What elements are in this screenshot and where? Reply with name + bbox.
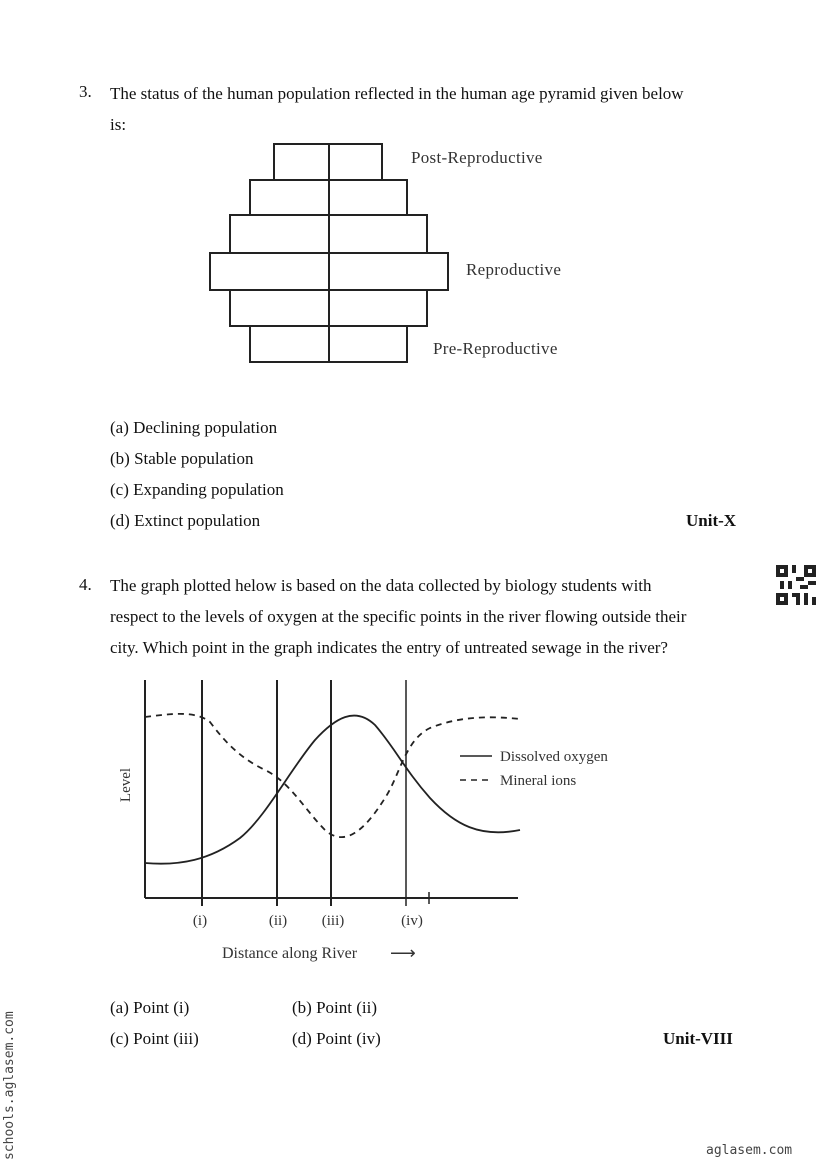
- legend-dissolved-oxygen: Dissolved oxygen: [500, 749, 608, 765]
- qr-code: [776, 565, 816, 605]
- q3-option-a: (a) Declining population: [110, 418, 278, 437]
- q4-line2: respect to the levels of oxygen at the specific points in the river flowing outside their: [110, 607, 687, 626]
- q4-option-c: (c) Point (iii): [110, 1029, 199, 1048]
- footer-watermark: aglasem.com: [706, 1143, 793, 1158]
- q3-line1: The status of the human population reflected in the human age pyramid given below: [110, 84, 684, 103]
- q4-line1: The graph plotted helow is based on the data collected by biology students with: [110, 576, 652, 595]
- label-reproductive: Reproductive: [466, 260, 562, 279]
- point-label-iii: (iii): [321, 913, 345, 929]
- q3-unit: Unit-X: [686, 511, 737, 530]
- label-pre-reproductive: Pre-Reproductive: [433, 339, 558, 358]
- q4-option-d: (d) Point (iv): [292, 1029, 381, 1048]
- legend-mineral-ions: Mineral ions: [500, 773, 577, 789]
- label-post-reproductive: Post-Reproductive: [411, 148, 543, 167]
- point-label-i: (i): [192, 913, 208, 929]
- q3-option-c: (c) Expanding population: [110, 480, 284, 499]
- graph-xlabel: Distance along River: [222, 945, 358, 962]
- q4-option-b: (b) Point (ii): [292, 998, 377, 1017]
- q3-option-b: (b) Stable population: [110, 449, 254, 468]
- age-pyramid-figure: [200, 140, 460, 370]
- q4-number: 4.: [79, 575, 92, 594]
- q4-line3: city. Which point in the graph indicates the entry of untreated sewage in the river?: [110, 638, 668, 657]
- q4-unit: Unit-VIII: [663, 1029, 733, 1048]
- river-graph: [100, 670, 660, 970]
- graph-x-arrow: ⟶: [390, 943, 416, 963]
- q3-option-d: (d) Extinct population: [110, 511, 261, 530]
- point-label-iv: (iv): [401, 913, 423, 929]
- graph-ylabel: Level: [118, 767, 134, 803]
- q4-option-a: (a) Point (i): [110, 998, 190, 1017]
- q4-text: [110, 570, 748, 663]
- q3-text: [110, 78, 748, 140]
- q3-line2: is:: [110, 115, 127, 134]
- side-watermark: schools.aglasem.com: [2, 1011, 17, 1160]
- q3-number: 3.: [79, 82, 92, 101]
- point-label-ii: (ii): [268, 913, 288, 929]
